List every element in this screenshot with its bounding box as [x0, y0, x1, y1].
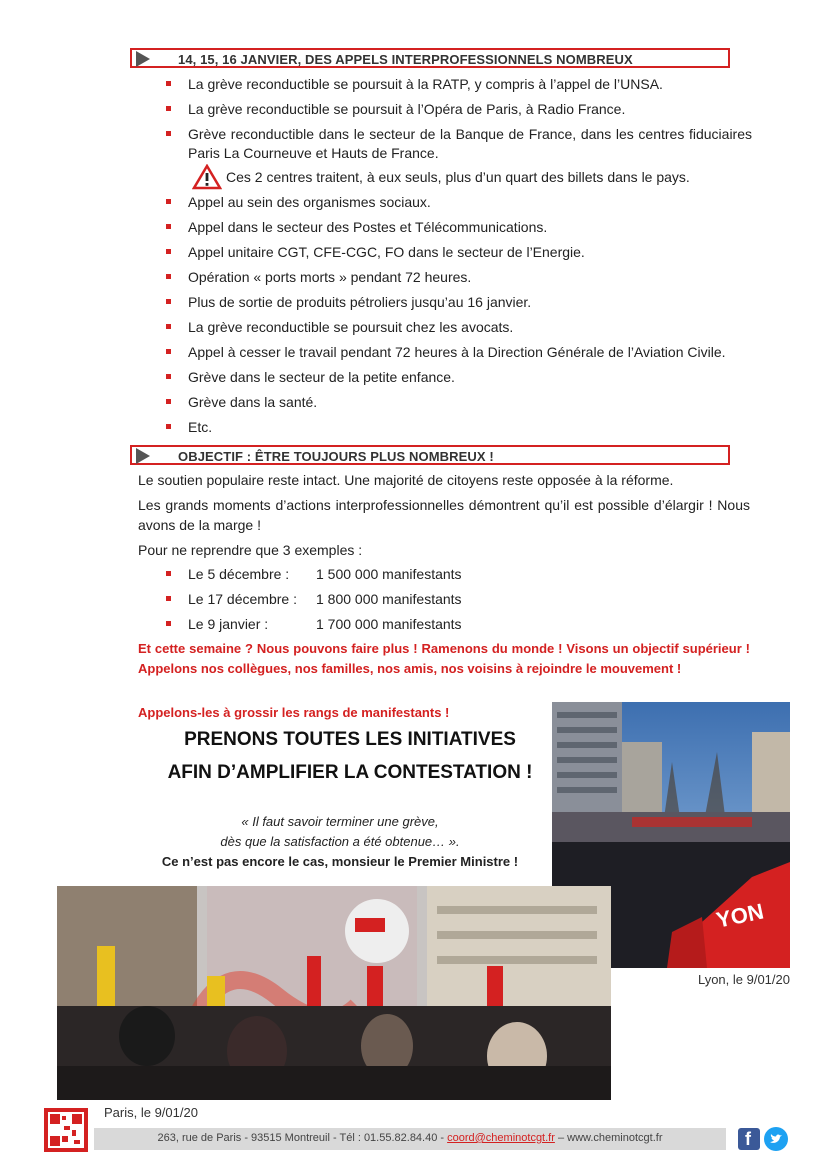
list-item: Le 9 janvier : 1 700 000 manifestants: [160, 615, 752, 634]
paragraph: Le soutien populaire reste intact. Une majorité de citoyens reste opposée à la réforme.: [138, 472, 674, 488]
section-title: OBJECTIF : ÊTRE TOUJOURS PLUS NOMBREUX !: [178, 449, 494, 464]
list-item: Le 17 décembre : 1 800 000 manifestants: [160, 590, 752, 609]
list-item: La grève reconductible se poursuit chez les avocats.: [160, 318, 752, 337]
bullet-square-icon: [166, 399, 171, 404]
bullet-square-icon: [166, 106, 171, 111]
photo-caption: Lyon, le 9/01/20: [697, 972, 790, 987]
facebook-icon[interactable]: f: [738, 1128, 760, 1150]
bird-icon: [764, 1127, 788, 1151]
qr-code[interactable]: [44, 1108, 88, 1152]
list-item: Opération « ports morts » pendant 72 heures.: [160, 268, 752, 287]
list-item: Appel à cesser le travail pendant 72 heures à la Direction Générale de l’Aviation Civile.: [160, 343, 752, 362]
footer-address: 263, rue de Paris - 93515 Montreuil - Tél : 01.55.82.84.40 -: [157, 1132, 448, 1144]
list-item: Grève dans le secteur de la petite enfance.: [160, 368, 752, 387]
quote-reply: Ce n’est pas encore le cas, monsieur le Premier Ministre !: [161, 854, 519, 869]
bullet-square-icon: [166, 571, 171, 576]
quote-line: « Il faut savoir terminer une grève,: [241, 814, 439, 829]
footer-contact: [94, 1132, 726, 1144]
call-to-action: Et cette semaine ? Nous pouvons faire plus ! Ramenons du monde ! Visons un objectif supérieur ! Appelons nos collègues, nos familles, nos amis, nos voisins à rejoindre le mouvement !: [138, 641, 750, 676]
bullet-square-icon: [166, 596, 171, 601]
qr-code-icon: [44, 1108, 88, 1152]
warning-note: [192, 164, 752, 190]
headline: AFIN D’AMPLIFIER LA CONTESTATION !: [167, 762, 533, 783]
bullet-square-icon: [166, 131, 171, 136]
quote-line: dès que la satisfaction a été obtenue… ».: [220, 834, 460, 849]
triangle-arrow-icon: [136, 448, 150, 464]
list-item: Grève reconductible dans le secteur de la Banque de France, dans les centres fiduciaires Paris La Courneuve et Hauts de France.: [160, 125, 752, 163]
bullet-square-icon: [166, 299, 171, 304]
bullet-square-icon: [166, 274, 171, 279]
bullet-square-icon: [166, 349, 171, 354]
warning-text: Ces 2 centres traitent, à eux seuls, plus d’un quart des billets dans le pays.: [226, 169, 690, 185]
section-header-appels: [130, 48, 730, 68]
headline: PRENONS TOUTES LES INITIATIVES: [184, 729, 516, 750]
list-item: Appel au sein des organismes sociaux.: [160, 193, 752, 212]
bullet-square-icon: [166, 324, 171, 329]
banner-text: YON: [713, 898, 766, 933]
list-item: La grève reconductible se poursuit à l’Opéra de Paris, à Radio France.: [160, 100, 752, 119]
list-item: Etc.: [160, 418, 752, 437]
paragraph: Pour ne reprendre que 3 exemples :: [138, 542, 363, 558]
bullet-square-icon: [166, 374, 171, 379]
appels-list: [160, 75, 752, 163]
list-item: Plus de sortie de produits pétroliers jusqu’au 16 janvier.: [160, 293, 752, 312]
list-item: La grève reconductible se poursuit à la RATP, y compris à l’appel de l’UNSA.: [160, 75, 752, 94]
bullet-square-icon: [166, 81, 171, 86]
list-item: Appel unitaire CGT, CFE-CGC, FO dans le secteur de l’Energie.: [160, 243, 752, 262]
bullet-square-icon: [166, 424, 171, 429]
footer-website-link[interactable]: www.cheminotcgt.fr: [567, 1132, 663, 1144]
call-to-action-line: Appelons-les à grossir les rangs de manifestants !: [138, 705, 450, 720]
footer-email-link[interactable]: coord@cheminotcgt.fr: [447, 1132, 555, 1144]
photo-caption: Paris, le 9/01/20: [104, 1105, 198, 1120]
bullet-square-icon: [166, 224, 171, 229]
warning-triangle-icon: [192, 164, 222, 190]
examples-list: [160, 565, 752, 634]
appels-list-2: [160, 193, 752, 437]
crowd-photo-paris: [57, 886, 611, 1100]
bullet-square-icon: [166, 621, 171, 626]
bullet-square-icon: [166, 199, 171, 204]
list-item: Grève dans la santé.: [160, 393, 752, 412]
twitter-icon[interactable]: [764, 1127, 788, 1151]
footer: [94, 1128, 726, 1150]
triangle-arrow-icon: [136, 51, 150, 67]
paragraph: Les grands moments d’actions interprofessionnelles démontrent qu’il est possible d’élargir ! Nous avons de la marge !: [138, 497, 750, 533]
list-item: Appel dans le secteur des Postes et Télécommunications.: [160, 218, 752, 237]
section-title: 14, 15, 16 JANVIER, DES APPELS INTERPROFESSIONNELS NOMBREUX: [178, 52, 633, 67]
footer-separator: –: [554, 1132, 568, 1144]
bullet-square-icon: [166, 249, 171, 254]
list-item: Le 5 décembre : 1 500 000 manifestants: [160, 565, 752, 584]
section-header-objectif: [130, 445, 730, 465]
paris-photo: [57, 886, 611, 1100]
